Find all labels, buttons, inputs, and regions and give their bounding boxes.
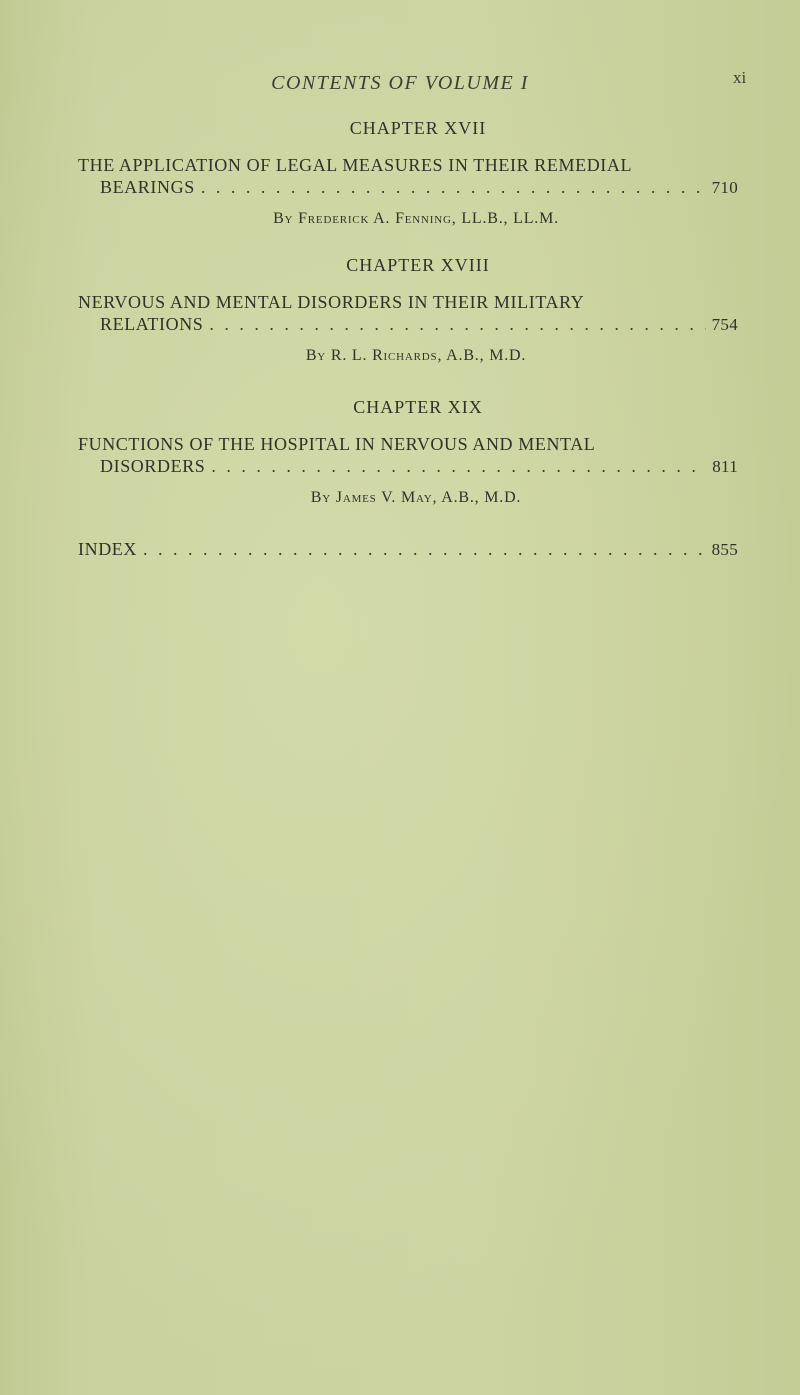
chapter-title-line2: RELATIONS: [100, 314, 204, 334]
index-page-number: 855: [711, 540, 738, 559]
chapter-heading: CHAPTER XVII: [349, 118, 487, 138]
toc-entry-index: [78, 539, 738, 560]
index-label: INDEX: [78, 539, 137, 559]
chapter-author: By R. L. Richards, A.B., M.D.: [305, 347, 527, 364]
dot-leader: [209, 313, 705, 335]
chapter-page-number: 811: [712, 457, 738, 476]
toc-entry-chapter-xvii: [78, 118, 738, 228]
dot-leader: [211, 455, 706, 477]
chapter-page-number: 710: [711, 178, 738, 197]
dot-leader: [201, 176, 706, 198]
chapter-title-line1: FUNCTIONS OF THE HOSPITAL IN NERVOUS AND MENTAL: [78, 434, 596, 454]
chapter-title-line2-row: [78, 176, 738, 199]
chapter-title-line2-row: [78, 455, 738, 478]
toc-entry-chapter-xviii: [78, 255, 738, 365]
chapter-title-line2: DISORDERS: [100, 456, 206, 476]
chapter-author: By James V. May, A.B., M.D.: [310, 489, 522, 506]
running-head: CONTENTS OF VOLUME I: [271, 72, 529, 94]
toc-entry-chapter-xix: [78, 397, 738, 507]
chapter-author: By Frederick A. Fenning, LL.B., LL.M.: [273, 210, 559, 227]
dot-leader: [143, 539, 706, 560]
chapter-heading: CHAPTER XVIII: [346, 255, 490, 275]
chapter-title-line1: THE APPLICATION OF LEGAL MEASURES IN THEIR REMEDIAL: [78, 155, 633, 175]
chapter-page-number: 754: [711, 315, 738, 334]
page-folio: xi: [733, 68, 747, 87]
chapter-title-line2-row: [78, 313, 738, 336]
chapter-title-line1: NERVOUS AND MENTAL DISORDERS IN THEIR MILITARY: [78, 292, 585, 312]
chapter-title-line2: BEARINGS: [100, 177, 195, 197]
chapter-heading: CHAPTER XIX: [353, 397, 483, 417]
